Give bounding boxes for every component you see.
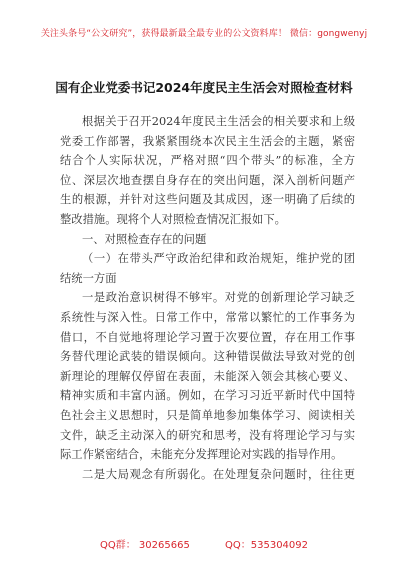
body-line: 结统一方面 xyxy=(60,271,117,285)
body-line: 借口，不自觉地将理论学习置于次要位置，存在用工作事 xyxy=(60,330,355,344)
body-line: 色社会主义思想时，只是简单地参加集体学习、阅读相关 xyxy=(60,408,355,422)
body-line: （一）在带头严守政治纪律和政治规矩，维护党的团 xyxy=(82,252,355,266)
body-line: 根据关于召开2024年度民主生活会的相关要求和上级 xyxy=(82,115,355,128)
qq-group-label: QQ群： 30265665 xyxy=(99,540,190,551)
body-line: 务替代理论武装的错误倾向。这种错误做法导致对党的创 xyxy=(60,350,355,364)
header-banner: 关注头条号“公文研究”，获得最新最全最专业的公文资料库！ 微信：gongwenyj xyxy=(40,29,368,39)
body-line: 新理论的理解仅停留在表面，未能深入领会其核心要义、 xyxy=(60,369,355,383)
document-body xyxy=(60,112,355,484)
body-line: 一、对照检查存在的问题 xyxy=(82,232,207,246)
body-line: 精神实质和丰富内涵。例如，在学习习近平新时代中国特 xyxy=(60,389,355,403)
document-title: 国有企业党委书记2024年度民主生活会对照检查材料 xyxy=(55,80,353,95)
body-line: 文件，缺乏主动深入的研究和思考，没有将理论学习与实 xyxy=(60,428,355,442)
footer-contact xyxy=(0,536,408,551)
body-line: 系统性与深入性。日常工作中，常常以繁忙的工作事务为 xyxy=(60,310,355,324)
qq-contact-label: QQ：535304092 xyxy=(225,540,309,551)
body-line: 际工作紧密结合，未能充分发挥理论对实践的指导作用。 xyxy=(60,448,343,462)
body-line: 生的根源，并针对这些问题及其成因，逐一明确了后续的 xyxy=(60,193,355,207)
body-line: 位、深层次地查摆自身存在的突出问题，深入剖析问题产 xyxy=(60,173,355,187)
body-line: 一是政治意识树得不够牢。对党的创新理论学习缺乏 xyxy=(82,291,355,305)
body-line: 二是大局观念有所弱化。在处理复杂问题时，往往更 xyxy=(82,467,355,481)
body-line: 结合个人实际状况，严格对照“四个带头”的标准，全方 xyxy=(60,154,355,168)
body-line: 党委工作部署，我紧紧围绕本次民主生活会的主题，紧密 xyxy=(60,134,355,148)
body-line: 整改措施。现将个人对照检查情况汇报如下。 xyxy=(60,212,286,226)
